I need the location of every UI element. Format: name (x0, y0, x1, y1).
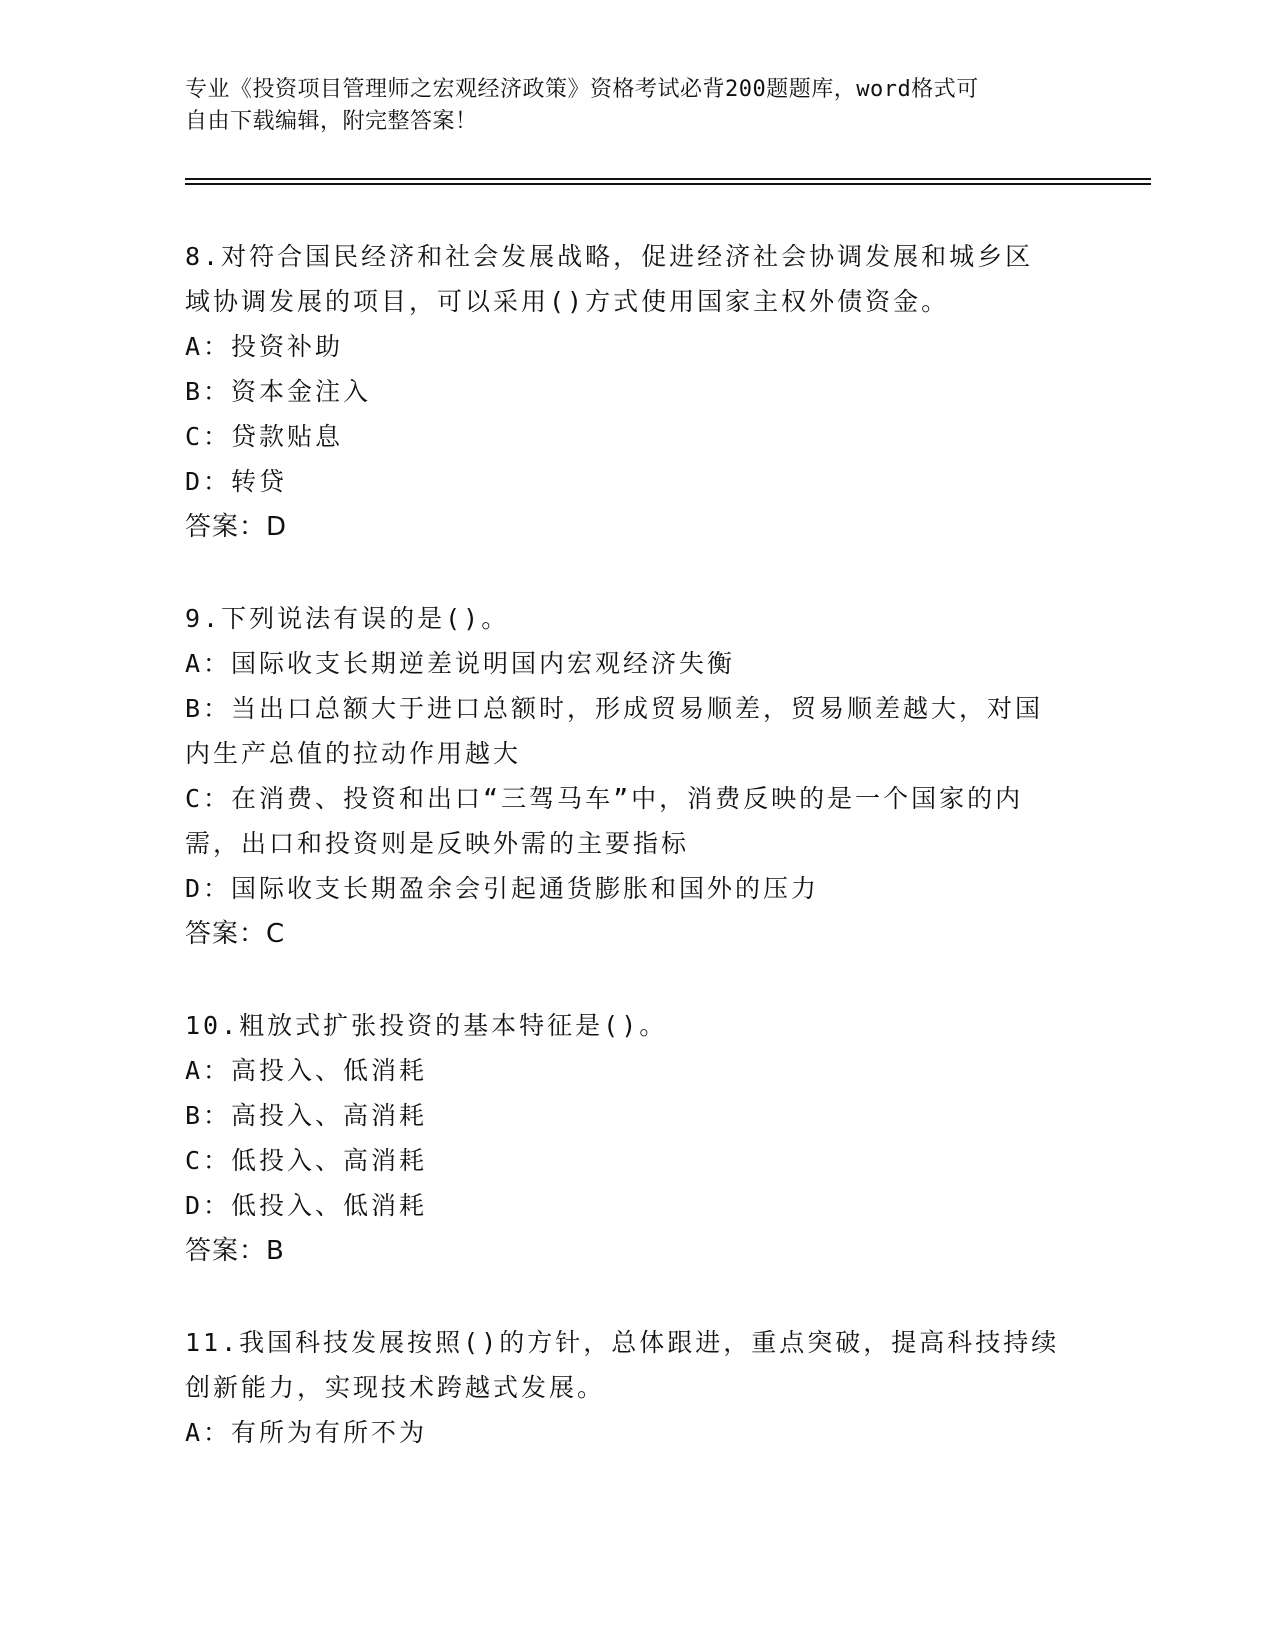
question-11 (185, 1320, 1085, 1455)
option-c-continued: 需，出口和投资则是反映外需的主要指标 (185, 829, 690, 858)
question-list (185, 234, 1085, 1501)
header-line-2: 自由下载编辑，附完整答案！ (185, 109, 478, 134)
question-stem: 10.粗放式扩张投资的基本特征是()。 (185, 1011, 668, 1040)
option-d: D：转贷 (185, 467, 288, 496)
question-10 (185, 1003, 1085, 1274)
option-a: A：有所为有所不为 (185, 1418, 428, 1447)
option-b: B：高投入、高消耗 (185, 1101, 428, 1130)
option-b: B：当出口总额大于进口总额时，形成贸易顺差，贸易顺差越大，对国 (185, 694, 1044, 723)
option-c: C：低投入、高消耗 (185, 1146, 428, 1175)
question-stem-continued: 域协调发展的项目，可以采用()方式使用国家主权外债资金。 (185, 287, 950, 316)
question-stem-continued: 创新能力，实现技术跨越式发展。 (185, 1373, 606, 1402)
answer-label: 答案：D (185, 512, 288, 542)
document-header (185, 74, 1085, 138)
option-c: C：在消费、投资和出口“三驾马车”中，消费反映的是一个国家的内 (185, 784, 1024, 813)
option-b: B：资本金注入 (185, 377, 372, 406)
question-9 (185, 596, 1085, 957)
option-a: A：投资补助 (185, 332, 344, 361)
question-stem: 11.我国科技发展按照()的方针，总体跟进，重点突破，提高科技持续 (185, 1328, 1060, 1357)
option-a: A：国际收支长期逆差说明国内宏观经济失衡 (185, 649, 736, 678)
option-d: D：低投入、低消耗 (185, 1191, 428, 1220)
option-b-continued: 内生产总值的拉动作用越大 (185, 739, 522, 768)
question-stem: 9.下列说法有误的是()。 (185, 604, 510, 633)
option-a: A：高投入、低消耗 (185, 1056, 428, 1085)
header-divider-top (185, 178, 1151, 180)
question-8 (185, 234, 1085, 550)
header-line-1: 专业《投资项目管理师之宏观经济政策》资格考试必背200题题库，word格式可 (185, 77, 979, 102)
header-divider-bottom (185, 183, 1151, 185)
answer-label: 答案：B (185, 1236, 285, 1266)
answer-label: 答案：C (185, 919, 286, 949)
option-d: D：国际收支长期盈余会引起通货膨胀和国外的压力 (185, 874, 820, 903)
question-stem: 8.对符合国民经济和社会发展战略，促进经济社会协调发展和城乡区 (185, 242, 1034, 271)
option-c: C：贷款贴息 (185, 422, 344, 451)
